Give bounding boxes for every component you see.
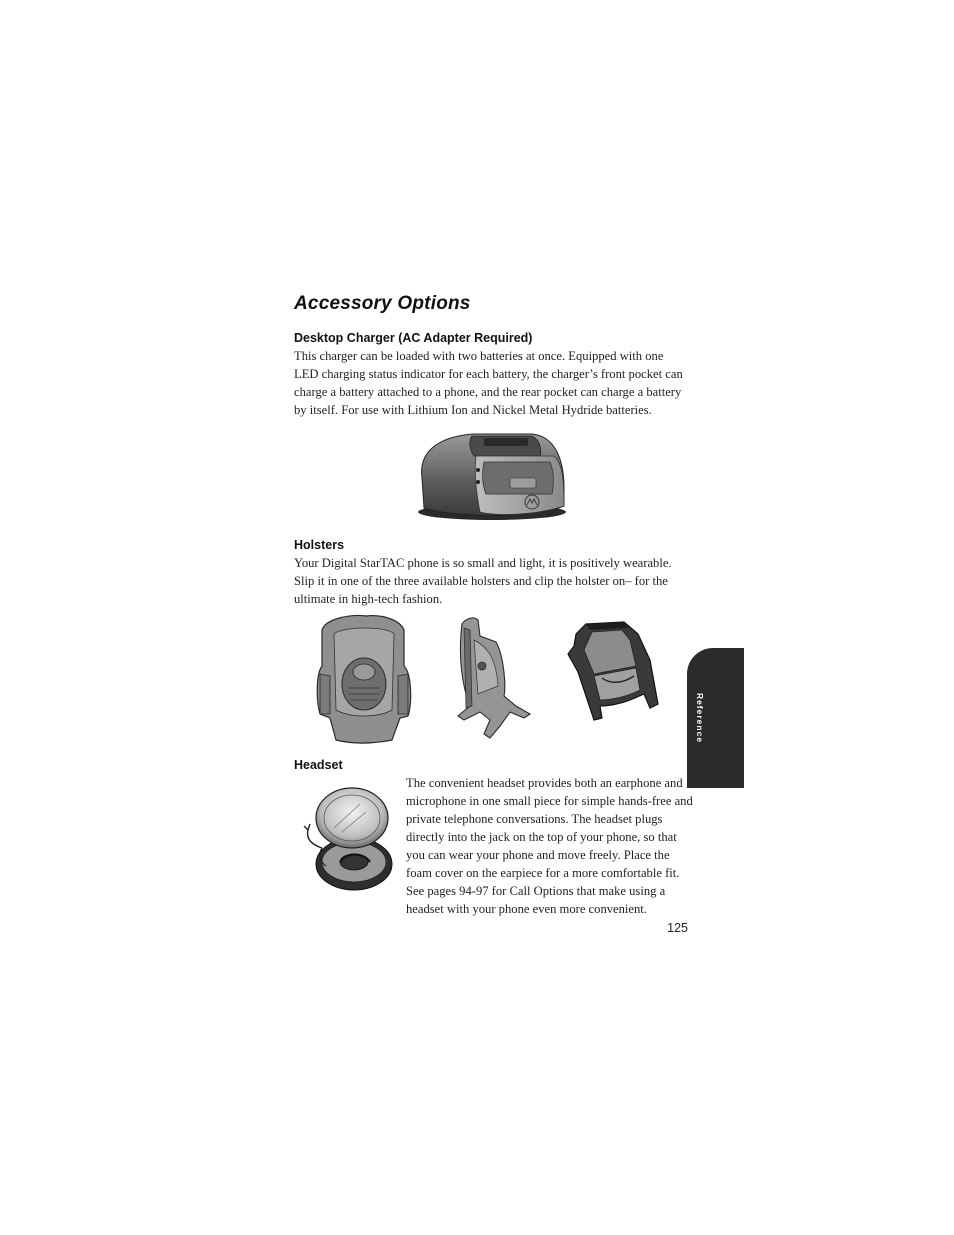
holsters-heading: Holsters	[294, 538, 345, 552]
desktop-charger-heading: Desktop Charger (AC Adapter Required)	[294, 331, 533, 345]
headset-text: The convenient headset provides both an earphone and microphone in one small piece for simple hands-free and private telephone conversations. The headset plugs directly into the jack on the top of your phone, so that you can wear your phone and move freely. Place the foam cover on the earpiece for a more comfortable fit. See pages 94-97 for Call Options that make using a headset with your phone even more convenient.	[406, 776, 693, 916]
holster-illustration-3	[564, 620, 662, 722]
reference-tab-label: Reference	[695, 692, 705, 744]
holster-illustration-2	[450, 616, 534, 740]
page-title: Accessory Options	[294, 293, 471, 314]
page-number: 125	[667, 921, 688, 935]
desktop-charger-illustration	[414, 428, 570, 522]
desktop-charger-text: This charger can be loaded with two batteries at once. Equipped with one LED charging status indicator for each battery, the charger’s front pocket can charge a battery attached to a phone, and the rear pocket can charge a battery by itself. For use with Lithium Ion and Nickel Metal Hydride batteries.	[294, 349, 683, 417]
headset-illustration	[300, 782, 396, 894]
headset-heading: Headset	[294, 758, 343, 772]
holster-illustration-1	[312, 614, 416, 744]
holsters-text: Your Digital StarTAC phone is so small and light, it is positively wearable. Slip it in one of the three available holsters and clip the holster on– for the ultimate in high-tech fashion.	[294, 556, 672, 606]
